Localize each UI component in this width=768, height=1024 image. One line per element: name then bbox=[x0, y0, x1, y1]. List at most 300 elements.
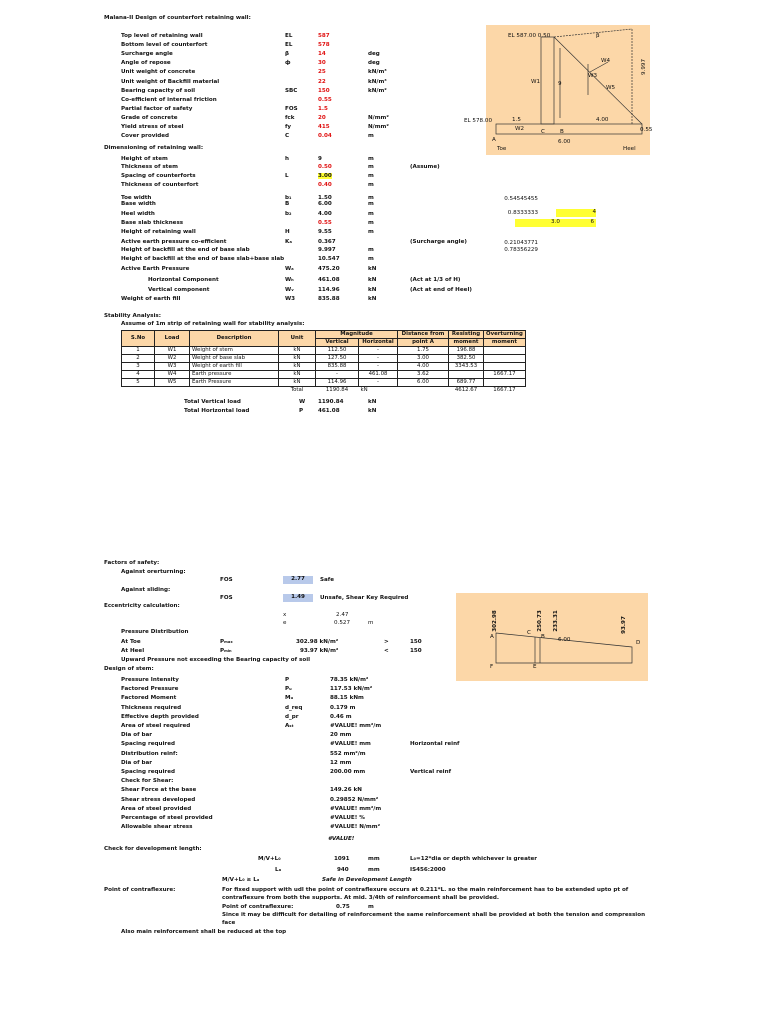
col-header: S.No bbox=[122, 331, 155, 347]
dev-value: 1091 bbox=[334, 856, 350, 862]
heel-compare: < bbox=[384, 648, 389, 654]
contra-point-label: Point of contraflexure: bbox=[222, 904, 294, 910]
dim-unit: kN bbox=[368, 296, 377, 302]
cell-res: 3343.53 bbox=[449, 363, 484, 371]
total-resisting: 4612.67 bbox=[454, 387, 478, 393]
dim-symbol: h bbox=[285, 156, 289, 162]
cell-vert: 114.96 bbox=[316, 379, 359, 387]
overturning-label: Against orerturning: bbox=[121, 569, 186, 575]
stem-label: Spacing required bbox=[121, 741, 175, 748]
dim-symbol: H bbox=[285, 229, 290, 235]
dev-value: 940 bbox=[337, 867, 349, 873]
point-a: A bbox=[490, 634, 494, 640]
dev-unit: mm bbox=[368, 867, 380, 873]
dim-label: Thickness of stem bbox=[121, 164, 178, 170]
value-error: #VALUE! bbox=[328, 836, 355, 842]
side-value: 0.54545455 bbox=[504, 196, 538, 202]
fos-overturning-status: Safe bbox=[320, 577, 335, 583]
stem-value: #VALUE! mm²/m bbox=[330, 723, 382, 729]
col-header: Overturning bbox=[484, 331, 526, 339]
cell-sno: 3 bbox=[122, 363, 155, 371]
cell-ovt: 1667.17 bbox=[484, 371, 526, 379]
total-value: 461.08 bbox=[318, 408, 340, 414]
contra-text: For fixed support with udl the point of contraflexure occurs at 0.211*L. so the main reinforcement has to be extended upto pt of bbox=[222, 887, 629, 893]
cell-sno: 4 bbox=[122, 371, 155, 379]
param-label: Bottom level of counterfort bbox=[121, 42, 208, 49]
point-c: C bbox=[541, 129, 545, 135]
dim-label: Vertical component bbox=[148, 287, 210, 293]
param-value: 30 bbox=[318, 60, 326, 67]
param-symbol: SBC bbox=[285, 87, 298, 94]
dev-status: Safe in Development Length bbox=[322, 877, 412, 883]
param-unit: kN/m³ bbox=[368, 69, 387, 76]
stem-label: Dia of bar bbox=[121, 732, 153, 739]
dev-unit: mm bbox=[368, 856, 380, 862]
cell-sno: 5 bbox=[122, 379, 155, 387]
param-label: Top level of retaining wall bbox=[121, 33, 203, 39]
dim-note: (Act at end of Heel) bbox=[410, 287, 472, 293]
contra-text: Also main reinforcement shall be reduced at the top bbox=[121, 929, 287, 935]
dim-unit: m bbox=[368, 195, 374, 201]
col-header: Description bbox=[190, 331, 279, 347]
col-header: Magnitude bbox=[316, 331, 398, 339]
stem-label: Check for Shear: bbox=[121, 778, 174, 785]
cell-dist: 4.00 bbox=[398, 363, 449, 371]
cell-sno: 2 bbox=[122, 355, 155, 363]
side-value: 0.21043771 bbox=[504, 240, 538, 246]
cell-desc: Weight of stem bbox=[190, 347, 279, 355]
stem-label: Factored Pressure bbox=[121, 686, 179, 693]
heel-pressure-label: At Heel bbox=[121, 648, 145, 654]
dim-symbol: Kₐ bbox=[285, 239, 292, 245]
total-overturning: 1667.17 bbox=[493, 387, 516, 393]
stem-value: #VALUE! % bbox=[330, 815, 365, 821]
cell-horiz: - bbox=[359, 363, 398, 371]
fos-label: FOS bbox=[220, 577, 233, 583]
stem-label: Area of steel required bbox=[121, 723, 191, 729]
dim-value: 1.50 bbox=[318, 195, 332, 201]
param-value: 1.5 bbox=[318, 105, 328, 112]
cell-horiz: - bbox=[359, 355, 398, 363]
dim-label: Base slab thickness bbox=[121, 220, 184, 226]
param-value: 415 bbox=[318, 124, 330, 130]
toe-compare: > bbox=[384, 639, 389, 645]
side-value: 3.0 bbox=[551, 219, 560, 225]
param-unit: deg bbox=[368, 60, 380, 67]
ecc-heading: Eccentricity calculation: bbox=[104, 603, 180, 609]
stem-note: Vertical reinf bbox=[410, 769, 452, 775]
param-unit: N/mm² bbox=[368, 114, 389, 121]
stem-symbol: Pᵤ bbox=[285, 686, 292, 693]
dim-label: Height of backfill at the end of base slab+base slab bbox=[121, 256, 285, 262]
param-unit: kN/m³ bbox=[368, 78, 387, 85]
param-unit: deg bbox=[368, 51, 380, 58]
heel-dim: 4.00 bbox=[596, 117, 609, 123]
dim-value: 0.40 bbox=[318, 182, 332, 188]
dim-value: 114.96 bbox=[318, 287, 340, 293]
total-label: Total Horizontal load bbox=[184, 408, 250, 414]
stem-label: Pressure Intensity bbox=[121, 677, 179, 683]
cell-horiz: 461.08 bbox=[359, 371, 398, 379]
dim-unit: kN bbox=[368, 277, 377, 283]
heel-label: Heel bbox=[623, 146, 636, 152]
cell-dist: 3.00 bbox=[398, 355, 449, 363]
cell-res: 382.50 bbox=[449, 355, 484, 363]
dim-unit: m bbox=[368, 182, 374, 188]
cell-vert: - bbox=[316, 371, 359, 379]
cell-desc: Earth Pressure bbox=[190, 379, 279, 387]
total-unit: kN bbox=[360, 387, 368, 393]
cell-unit: kN bbox=[279, 379, 316, 387]
stem-value: 88.15 kNm bbox=[330, 695, 364, 702]
cell-desc: Earth pressure bbox=[190, 371, 279, 379]
dim-label: Toe width bbox=[121, 195, 152, 201]
stem-heading: Design of stem: bbox=[104, 666, 154, 672]
cell-res: 689.77 bbox=[449, 379, 484, 387]
stability-note: Assume of 1m strip of retaining wall for stability analysis: bbox=[121, 321, 305, 327]
stem-value: #VALUE! mm²/m bbox=[330, 805, 382, 812]
stem-value: 117.53 kN/m² bbox=[330, 686, 373, 693]
point-c: C bbox=[527, 630, 531, 636]
param-symbol: FOS bbox=[285, 105, 298, 112]
col-header: moment bbox=[484, 339, 526, 347]
cell-load: W5 bbox=[155, 379, 190, 387]
dim-symbol: Wₐ bbox=[285, 266, 294, 272]
dim-label: Active earth pressure co-efficient bbox=[121, 239, 227, 245]
stability-heading: Stability Analysis: bbox=[104, 313, 161, 319]
param-symbol: ф bbox=[285, 60, 291, 67]
dim-symbol: b₂ bbox=[285, 211, 292, 217]
param-symbol: fck bbox=[285, 114, 295, 121]
col-header: Unit bbox=[279, 331, 316, 347]
param-value: 20 bbox=[318, 114, 326, 121]
stem-label: Factored Moment bbox=[121, 695, 177, 702]
param-label: Angle of repose bbox=[121, 60, 171, 67]
stem-symbol: d_req bbox=[285, 704, 303, 711]
dim-value: 6.00 bbox=[318, 201, 332, 207]
param-value: 150 bbox=[318, 87, 330, 94]
point-b: B bbox=[560, 129, 564, 135]
dim-unit: m bbox=[368, 247, 374, 253]
dim-value: 9.55 bbox=[318, 229, 332, 235]
param-value: 0.55 bbox=[318, 96, 332, 103]
point-e: E bbox=[533, 664, 537, 670]
toe-label: Toe bbox=[497, 146, 507, 152]
param-symbol: EL bbox=[285, 33, 293, 39]
dim-symbol: Wᵥ bbox=[285, 287, 294, 293]
highlight-cell: 4 bbox=[556, 209, 596, 217]
dim-unit: m bbox=[368, 156, 374, 162]
side-value: 6 bbox=[590, 219, 594, 225]
dim-value: 835.88 bbox=[318, 296, 340, 302]
total-label: Total Vertical load bbox=[184, 399, 241, 405]
e-symbol: e bbox=[283, 620, 287, 626]
cell-desc: Weight of earth fill bbox=[190, 363, 279, 371]
fos-heading: Factors of safety: bbox=[104, 560, 160, 566]
fos-sliding-value: 1.49 bbox=[283, 594, 313, 602]
param-label: Surcharge angle bbox=[121, 51, 173, 58]
dim-value: 475.20 bbox=[318, 266, 340, 272]
stem-value: 0.46 m bbox=[330, 713, 352, 720]
page-title: Malana-II Design of counterfort retaining wall: bbox=[104, 15, 251, 21]
cell-dist: 3.62 bbox=[398, 371, 449, 379]
dim-value: 9 bbox=[318, 156, 322, 162]
cell-res: 196.88 bbox=[449, 347, 484, 355]
e-value: 0.527 bbox=[334, 620, 351, 626]
param-label: Co-efficient of internal friction bbox=[121, 96, 217, 103]
w2-label: W2 bbox=[515, 126, 525, 132]
contra-point-value: 0.75 bbox=[336, 904, 350, 910]
dim-unit: m bbox=[368, 173, 374, 179]
param-value: 0.04 bbox=[318, 133, 332, 140]
side-value: 0.8333333 bbox=[507, 210, 538, 216]
dev-note: L₀=12*dia or depth whichever is greater bbox=[410, 856, 538, 862]
total-unit: kN bbox=[368, 399, 377, 405]
el-top-label: EL 587.00 0.50 bbox=[508, 33, 551, 39]
dim-unit: m bbox=[368, 256, 374, 262]
base-dim: 6.00 bbox=[558, 139, 571, 145]
stem-label: Effective depth provided bbox=[121, 713, 199, 720]
param-label: Yield stress of steel bbox=[121, 124, 184, 130]
param-value: 587 bbox=[318, 33, 330, 39]
dim-value: 4.00 bbox=[318, 211, 332, 217]
pressure-value: 233.31 bbox=[552, 610, 559, 632]
fos-label: FOS bbox=[220, 595, 233, 601]
cell-dist: 1.75 bbox=[398, 347, 449, 355]
w3-label: W3 bbox=[588, 73, 598, 79]
stem-symbol: Mᵤ bbox=[285, 695, 294, 702]
dim-unit: m bbox=[368, 211, 374, 217]
dimensioning-heading: Dimensioning of retaining wall: bbox=[104, 145, 204, 151]
dim-unit: kN bbox=[368, 266, 377, 272]
stem-label: Shear Force at the base bbox=[121, 787, 197, 794]
cell-load: W1 bbox=[155, 347, 190, 355]
pressure-value: 250.73 bbox=[536, 610, 543, 632]
heel-limit: 150 bbox=[410, 648, 422, 654]
stem-value: 149.26 kN bbox=[330, 787, 362, 794]
cell-unit: kN bbox=[279, 371, 316, 379]
stem-value: 20 mm bbox=[330, 732, 352, 739]
dim-label: Base width bbox=[121, 201, 156, 207]
dim-symbol: Wₕ bbox=[285, 277, 294, 283]
dim-unit: m bbox=[368, 220, 374, 226]
e-unit: m bbox=[368, 620, 374, 626]
stem-label: Spacing required bbox=[121, 769, 175, 775]
cell-vert: 112.50 bbox=[316, 347, 359, 355]
dev-heading: Check for development length: bbox=[104, 846, 202, 852]
cell-horiz: - bbox=[359, 347, 398, 355]
dim-note: (Surcharge angle) bbox=[410, 239, 467, 245]
dev-note: IS456:2000 bbox=[410, 867, 446, 873]
param-unit: m bbox=[368, 133, 374, 140]
pmin-symbol: Pₘᵢₙ bbox=[220, 648, 232, 654]
stem-value: 78.35 kN/m² bbox=[330, 677, 369, 683]
dim-value: 3.00 bbox=[318, 173, 332, 179]
dim-note: (Assume) bbox=[410, 164, 440, 170]
fos-overturning-value: 2.77 bbox=[283, 576, 313, 584]
cell-unit: kN bbox=[279, 355, 316, 363]
pressure-note: Upward Pressure not exceeding the Bearing capacity of soil bbox=[121, 657, 311, 663]
param-label: Unit weight of concrete bbox=[121, 69, 196, 76]
dim-label: Horizontal Component bbox=[148, 277, 219, 283]
pmax-value: 302.98 kN/m² bbox=[296, 639, 339, 645]
param-value: 14 bbox=[318, 51, 326, 58]
dim-label: Weight of earth fill bbox=[121, 296, 181, 302]
dev-sym: M/V+L₀ ≥ Lₐ bbox=[222, 877, 260, 883]
stem-note: Horizontal reinf bbox=[410, 741, 460, 748]
stem-label: Allowable shear stress bbox=[121, 824, 193, 831]
stem-value: 0.179 m bbox=[330, 704, 356, 711]
stem-symbol: P bbox=[285, 677, 290, 683]
pressure-value: 302.98 bbox=[491, 610, 498, 632]
dim-value: 0.367 bbox=[318, 239, 336, 245]
stem-label: Shear stress developed bbox=[121, 796, 196, 803]
height-label: 9.997 bbox=[641, 58, 648, 76]
cell-dist: 6.00 bbox=[398, 379, 449, 387]
param-label: Unit weight of Backfill material bbox=[121, 78, 220, 85]
total-symbol: W bbox=[299, 399, 306, 405]
toe-dim: 1.5 bbox=[512, 117, 521, 123]
param-symbol: EL bbox=[285, 42, 293, 49]
cell-load: W2 bbox=[155, 355, 190, 363]
dim-label: Height of stem bbox=[121, 156, 168, 162]
w4-label: W4 bbox=[601, 58, 611, 64]
total-symbol: P bbox=[299, 408, 304, 414]
pmax-symbol: Pₘₐₓ bbox=[220, 639, 233, 645]
col-header: moment bbox=[449, 339, 484, 347]
point-a: A bbox=[492, 137, 496, 143]
dim-label: Height of retaining wall bbox=[121, 229, 196, 235]
dim-label: Height of backfill at the end of base slab bbox=[121, 247, 250, 253]
contra-text: face bbox=[222, 920, 236, 926]
pressure-value: 93.97 bbox=[620, 616, 627, 634]
dim-value: 9.997 bbox=[318, 247, 336, 253]
contra-text: Since it may be difficult for detailing of reinforcement the same reinforcement shall be provided at both the tension and compression bbox=[222, 912, 646, 918]
w1-label: W1 bbox=[531, 79, 541, 85]
stem-value: 552 mm²/m bbox=[330, 750, 366, 757]
contra-heading: Point of contraflexure: bbox=[104, 887, 176, 893]
dev-sym: M/V+L₀ bbox=[258, 856, 281, 862]
toe-pressure-label: At Toe bbox=[121, 639, 141, 645]
total-vertical: 1190.84 bbox=[325, 387, 349, 393]
col-header: Distance from bbox=[398, 331, 449, 339]
contra-text: contraflexure from both the supports. At mid. 3/4th of reinforcement shall be provided. bbox=[222, 895, 499, 901]
stem-value: #VALUE! mm bbox=[330, 741, 371, 748]
total-unit: kN bbox=[368, 408, 377, 414]
dim-value: 0.55 bbox=[318, 220, 332, 226]
param-unit: kN/m² bbox=[368, 87, 387, 94]
dim-unit: kN bbox=[368, 287, 377, 293]
pmin-value: 93.97 kN/m² bbox=[300, 648, 339, 654]
param-symbol: fy bbox=[285, 124, 292, 130]
stem-symbol: Aₛₜ bbox=[285, 723, 294, 729]
param-symbol: C bbox=[285, 133, 290, 140]
cell-load: W3 bbox=[155, 363, 190, 371]
param-label: Cover provided bbox=[121, 133, 170, 140]
stem-value: 200.00 mm bbox=[330, 769, 366, 775]
x-value: 2.47 bbox=[336, 612, 349, 618]
x-symbol: x bbox=[283, 612, 287, 618]
stem-value: 12 mm bbox=[330, 759, 352, 766]
fos-sliding-status: Unsafe, Shear Key Required bbox=[320, 595, 409, 601]
height-stem-label: 9 bbox=[558, 81, 562, 87]
length-label: 6.00 bbox=[558, 637, 571, 643]
stem-value: #VALUE! N/mm² bbox=[330, 824, 381, 831]
dim-label: Active Earth Pressure bbox=[121, 266, 190, 272]
cell-vert: 127.50 bbox=[316, 355, 359, 363]
param-label: Grade of concrete bbox=[121, 114, 178, 121]
toe-limit: 150 bbox=[410, 639, 422, 645]
dim-unit: m bbox=[368, 229, 374, 235]
el-bottom-label: EL 578.00 bbox=[464, 118, 493, 124]
side-value: 0.78356229 bbox=[504, 247, 538, 253]
param-value: 22 bbox=[318, 78, 326, 85]
dim-note: (Act at 1/3 of H) bbox=[410, 277, 461, 283]
param-label: Bearing capacity of soil bbox=[121, 87, 196, 94]
dim-value: 461.08 bbox=[318, 277, 340, 283]
col-header: Vertical bbox=[316, 339, 359, 347]
dim-unit: m bbox=[368, 201, 374, 207]
point-f: F bbox=[490, 664, 494, 670]
point-d: D bbox=[636, 640, 641, 646]
dim-label: Spacing of counterforts bbox=[121, 173, 196, 179]
sliding-label: Against sliding: bbox=[121, 587, 171, 593]
dim-symbol: b₁ bbox=[285, 195, 292, 201]
total-label: Total bbox=[290, 387, 304, 393]
col-header: point A bbox=[398, 339, 449, 347]
beta-label: β bbox=[596, 33, 600, 39]
dim-symbol: L bbox=[285, 173, 289, 179]
cell-desc: Weight of base slab bbox=[190, 355, 279, 363]
dim-symbol: W3 bbox=[285, 296, 296, 302]
param-label: Partial factor of safety bbox=[121, 105, 193, 112]
dim-value: 0.50 bbox=[318, 164, 332, 170]
cell-sno: 1 bbox=[122, 347, 155, 355]
pressure-heading: Pressure Distribution bbox=[121, 629, 189, 635]
slab-dim: 0.55 bbox=[640, 127, 653, 133]
stem-symbol: d_pr bbox=[285, 713, 299, 720]
cell-horiz: - bbox=[359, 379, 398, 387]
stem-label: Distribution reinf: bbox=[121, 750, 178, 757]
dim-symbol: B bbox=[285, 201, 290, 207]
stem-label: Percentage of steel provided bbox=[121, 815, 213, 821]
stem-label: Area of steel provided bbox=[121, 805, 192, 812]
param-symbol: β bbox=[285, 51, 290, 58]
stem-value: 0.29852 N/mm² bbox=[330, 796, 379, 803]
cell-load: W4 bbox=[155, 371, 190, 379]
stem-label: Dia of bar bbox=[121, 759, 153, 766]
cell-vert: 835.88 bbox=[316, 363, 359, 371]
w5-label: W5 bbox=[606, 85, 616, 91]
col-header: Resisting bbox=[449, 331, 484, 339]
stem-label: Thickness required bbox=[121, 704, 182, 711]
contra-point-unit: m bbox=[368, 904, 374, 910]
dim-value: 10.547 bbox=[318, 256, 340, 262]
cell-unit: kN bbox=[279, 363, 316, 371]
dim-label: Heel width bbox=[121, 211, 155, 217]
param-value: 578 bbox=[318, 42, 330, 49]
dev-sym: Lₐ bbox=[275, 867, 282, 873]
param-unit: N/mm² bbox=[368, 124, 389, 130]
param-value: 25 bbox=[318, 69, 326, 76]
cell-unit: kN bbox=[279, 347, 316, 355]
dim-unit: m bbox=[368, 164, 374, 170]
point-b: B bbox=[541, 634, 545, 640]
total-value: 1190.84 bbox=[318, 399, 344, 405]
col-header: Load bbox=[155, 331, 190, 347]
col-header: Horizontal bbox=[359, 339, 398, 347]
dim-label: Thickness of counterfort bbox=[121, 182, 199, 188]
